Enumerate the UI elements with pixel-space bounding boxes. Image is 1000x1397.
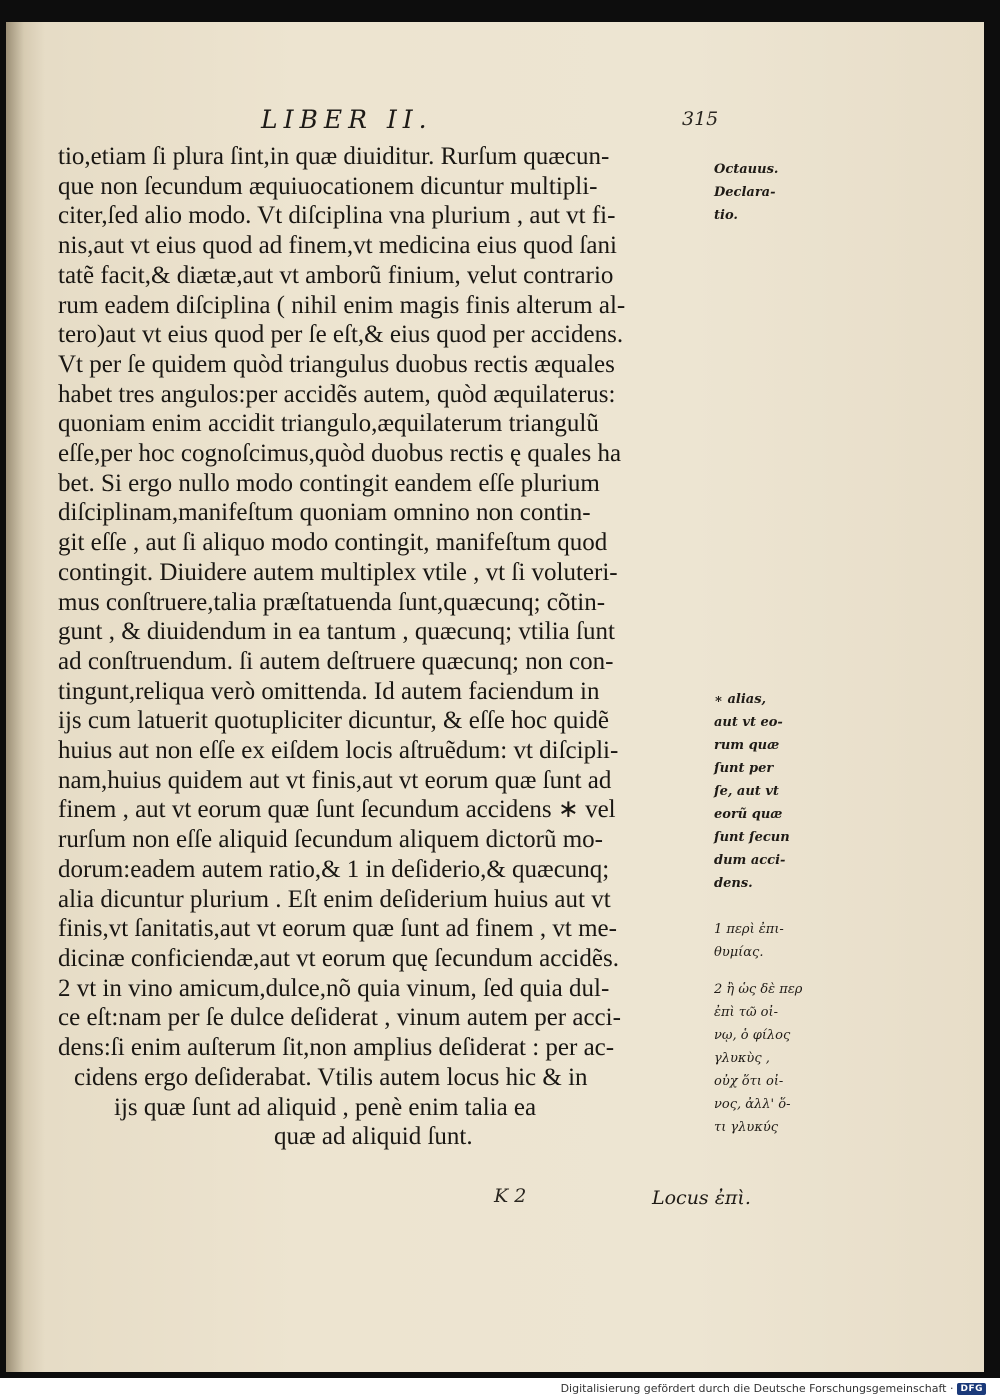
margin-note-octauus: Octauus. Declara- tio. bbox=[714, 162, 779, 223]
footer-text: Digitalisierung gefördert durch die Deutsche Forschungsgemeinschaft · bbox=[560, 1382, 954, 1395]
margin-note-greek-1: 1 περὶ ἐπι- θυμίας. bbox=[714, 922, 784, 960]
body-line: tingunt,reliqua verò omittenda. Id autem faciendum in bbox=[58, 677, 600, 705]
body-line: huius aut non eſſe ex eiſdem locis aſtruẽdum: vt diſcipli- bbox=[58, 737, 619, 765]
body-line: Vt per ſe quidem quòd triangulus duobus rectis æquales bbox=[58, 350, 615, 378]
signature-mark: K 2 bbox=[494, 1185, 527, 1207]
body-line: finis,vt ſanitatis,aut vt eorum quæ ſunt ad finem , vt me- bbox=[58, 915, 617, 943]
book-page bbox=[6, 22, 984, 1372]
body-line: nis,aut vt eius quod ad finem,vt medicina eius quod ſani bbox=[58, 232, 617, 260]
body-line: contingit. Diuidere autem multiplex vtile , vt ſi voluteri- bbox=[58, 558, 618, 586]
body-line: habet tres angulos:per accidẽs autem, quòd æquilaterus: bbox=[58, 380, 616, 408]
body-line: rum eadem diſciplina ( nihil enim magis finis alterum al- bbox=[58, 291, 626, 319]
body-line: finem , aut vt eorum quæ ſunt ſecundum accidens ∗ vel bbox=[58, 796, 616, 824]
body-line: dorum:eadem autem ratio,& 1 in deſiderio,& quæcunq; bbox=[58, 855, 610, 883]
body-line: ijs cum latuerit quotupliciter dicuntur, & eſſe hoc quidẽ bbox=[58, 707, 609, 735]
body-line: gunt , & diuidendum in ea tantum , quæcunq; vtilia ſunt bbox=[58, 618, 615, 646]
catchword-greek: ἐπὶ. bbox=[714, 1187, 751, 1209]
body-line: ce eſt:nam per ſe dulce deſiderat , vinum autem per acci- bbox=[58, 1004, 621, 1032]
body-text bbox=[58, 142, 718, 1152]
body-line: tatẽ facit,& diætæ,aut vt amborũ finium, velut contrario bbox=[58, 261, 614, 289]
body-line: tero)aut vt eius quod per ſe eſt,& eius quod per accidens. bbox=[58, 321, 624, 349]
body-line: ad conſtruendum. ſi autem deſtruere quæcunq; non con- bbox=[58, 647, 614, 675]
digitization-footer bbox=[561, 1382, 986, 1395]
running-head: LIBER II. bbox=[261, 105, 433, 134]
body-line: mus conſtruere,talia præſtatuenda ſunt,quæcunq; cõtin- bbox=[58, 588, 606, 616]
folio-number: 315 bbox=[682, 108, 719, 130]
dfg-logo-icon: DFG bbox=[957, 1383, 986, 1395]
body-line: dicinæ conficiendæ,aut vt eorum quę ſecundum accidẽs. bbox=[58, 944, 619, 972]
body-line: quæ ad aliquid ſunt. bbox=[274, 1123, 473, 1151]
body-line: alia dicuntur plurium . Eſt enim deſiderium huius aut vt bbox=[58, 885, 611, 913]
page-gutter-shadow bbox=[6, 22, 24, 1372]
body-line: quoniam enim accidit triangulo,æquilaterum triangulũ bbox=[58, 410, 599, 438]
margin-note-alias: ∗ alias, aut vt eo- rum quæ ſunt per ſe, aut vt eorũ quæ ſunt ſecun dum acci- dens. bbox=[714, 692, 790, 891]
body-line: dens:ſi enim auſterum ſit,non amplius deſiderat : per ac- bbox=[58, 1034, 615, 1062]
body-line: tio,etiam ſi plura ſint,in quæ diuiditur. Rurſum quæcun- bbox=[58, 143, 610, 170]
body-line: que non ſecundum æquiuocationem dicuntur multipli- bbox=[58, 172, 598, 200]
margin-note-greek-2: 2 ἢ ὡς δὲ περ ἐπὶ τῶ οἰ- νῳ, ὁ φίλος γλυκὺς , οὐχ ὅτι οἰ- νος, ἀλλ' ὅ- τι γλυκύς bbox=[714, 982, 803, 1135]
body-line: ijs quæ ſunt ad aliquid , penè enim talia ea bbox=[114, 1093, 537, 1121]
body-line: nam,huius quidem aut vt finis,aut vt eorum quæ ſunt ad bbox=[58, 766, 612, 794]
catchword bbox=[652, 1187, 751, 1209]
body-line: citer,ſed alio modo. Vt diſciplina vna plurium , aut vt fi- bbox=[58, 202, 616, 230]
body-line: git eſſe , aut ſi aliquo modo contingit, manifeſtum quod bbox=[58, 529, 608, 557]
body-line: bet. Si ergo nullo modo contingit eandem eſſe plurium bbox=[58, 469, 600, 497]
body-line: 2 vt in vino amicum,dulce,nõ quia vinum, ſed quia dul- bbox=[58, 974, 610, 1002]
body-line: diſciplinam,manifeſtum quoniam omnino non contin- bbox=[58, 499, 591, 527]
body-line: rurſum non eſſe aliquid ſecundum aliquem dictorũ mo- bbox=[58, 826, 604, 854]
catchword-latin: Locus bbox=[652, 1187, 709, 1209]
body-line: cidens ergo deſiderabat. Vtilis autem locus hic & in bbox=[74, 1063, 588, 1091]
body-line: eſſe,per hoc cognoſcimus,quòd duobus rectis ę quales ha bbox=[58, 440, 622, 468]
